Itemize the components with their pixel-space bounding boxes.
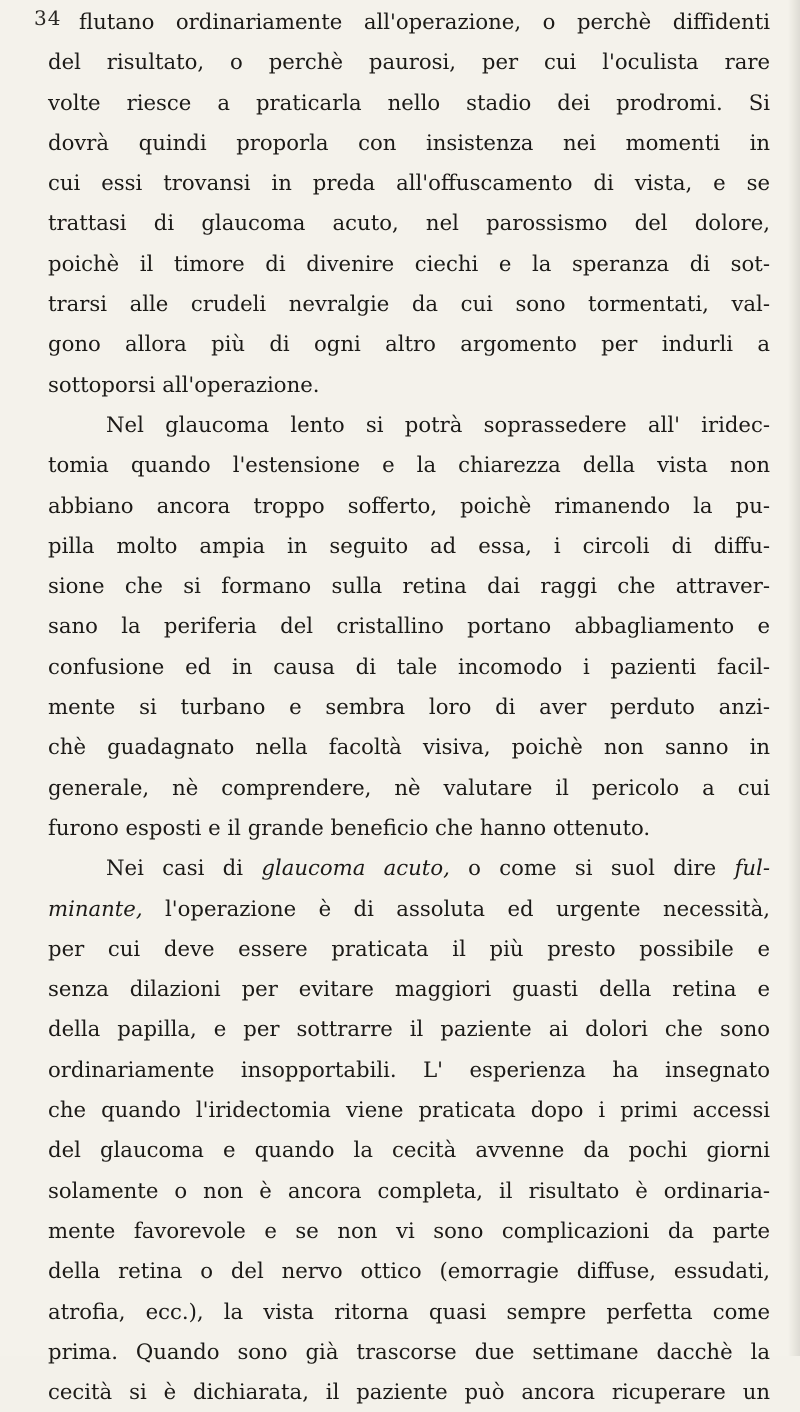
text-line — [48, 848, 770, 888]
text-line: del glaucoma e quando la cecità avvenne da pochi giorni — [48, 1137, 770, 1163]
page-edge-shadow — [788, 0, 800, 1356]
text-line: sano la periferia del cristallino portano abbagliamento e — [48, 613, 770, 639]
text-line: ordinariamente insopportabili. L' esperienza ha insegnato — [48, 1056, 770, 1082]
text-line: sottoporsi all'operazione. — [48, 371, 320, 397]
page-number: 34 — [34, 6, 62, 30]
text-line: volte riesce a praticarla nello stadio dei prodromi. Si — [48, 89, 770, 115]
text-line: prima. Quando sono già trascorse due settimane dacchè la — [48, 1338, 770, 1364]
text-line: confusione ed in causa di tale incomodo i pazienti facil- — [48, 653, 770, 679]
text-line: Nel glaucoma lento si potrà soprassedere all' iridec- — [106, 411, 770, 437]
italic-text: minante, — [48, 895, 143, 921]
text-segment: Nei casi di — [106, 855, 262, 881]
text-line: trarsi alle crudeli nevralgie da cui sono tormentati, val- — [48, 291, 770, 317]
italic-text: ful- — [734, 855, 770, 881]
text-line: mente favorevole e se non vi sono complicazioni da parte — [48, 1217, 770, 1243]
text-line: cui essi trovansi in preda all'offuscamento di vista, e se — [48, 170, 770, 196]
text-line: chè guadagnato nella facoltà visiva, poichè non sanno in — [48, 734, 770, 760]
text-line: trattasi di glaucoma acuto, nel parossismo del dolore, — [48, 210, 770, 236]
text-segment: l'operazione è di assoluta ed urgente necessità, — [142, 895, 770, 921]
italic-text: glaucoma acuto, — [261, 855, 450, 881]
text-line: pilla molto ampia in seguito ad essa, i circoli di diffu- — [48, 532, 770, 558]
text-line: dovrà quindi proporla con insistenza nei momenti in — [48, 129, 770, 155]
text-segment: o come si suol dire — [449, 855, 735, 881]
text-line: flutano ordinariamente all'operazione, o perchè diffidenti — [79, 9, 770, 34]
text-line: della papilla, e per sottrarre il paziente ai dolori che sono — [48, 1016, 770, 1042]
text-line: per cui deve essere praticata il più presto possibile e — [48, 935, 770, 961]
text-line: cecità si è dichiarata, il paziente può ancora ricuperare un — [48, 1379, 770, 1405]
text-line: furono esposti e il grande beneficio che hanno ottenuto. — [48, 814, 651, 840]
text-line: generale, nè comprendere, nè valutare il pericolo a cui — [48, 774, 770, 800]
text-line: che quando l'iridectomia viene praticata dopo i primi accessi — [48, 1097, 770, 1123]
text-line: tomia quando l'estensione e la chiarezza della vista non — [48, 452, 770, 478]
text-line: abbiano ancora troppo sofferto, poichè rimanendo la pu- — [48, 492, 770, 518]
text-line: poichè il timore di divenire ciechi e la speranza di sot- — [48, 250, 770, 276]
text-line: senza dilazioni per evitare maggiori guasti della retina e — [48, 976, 770, 1002]
text-line: atrofia, ecc.), la vista ritorna quasi sempre perfetta come — [48, 1298, 770, 1324]
text-line: solamente o non è ancora completa, il risultato è ordinaria- — [48, 1177, 770, 1203]
text-line: della retina o del nervo ottico (emorragie diffuse, essudati, — [48, 1258, 770, 1284]
text-line — [48, 889, 770, 929]
text-line: sione che si formano sulla retina dai raggi che attraver- — [48, 573, 770, 599]
text-line: gono allora più di ogni altro argomento per indurli a — [48, 331, 770, 357]
text-line: del risultato, o perchè paurosi, per cui l'oculista rare — [48, 49, 770, 75]
text-line: mente si turbano e sembra loro di aver perduto anzi- — [48, 694, 770, 720]
body-text — [48, 2, 770, 1412]
